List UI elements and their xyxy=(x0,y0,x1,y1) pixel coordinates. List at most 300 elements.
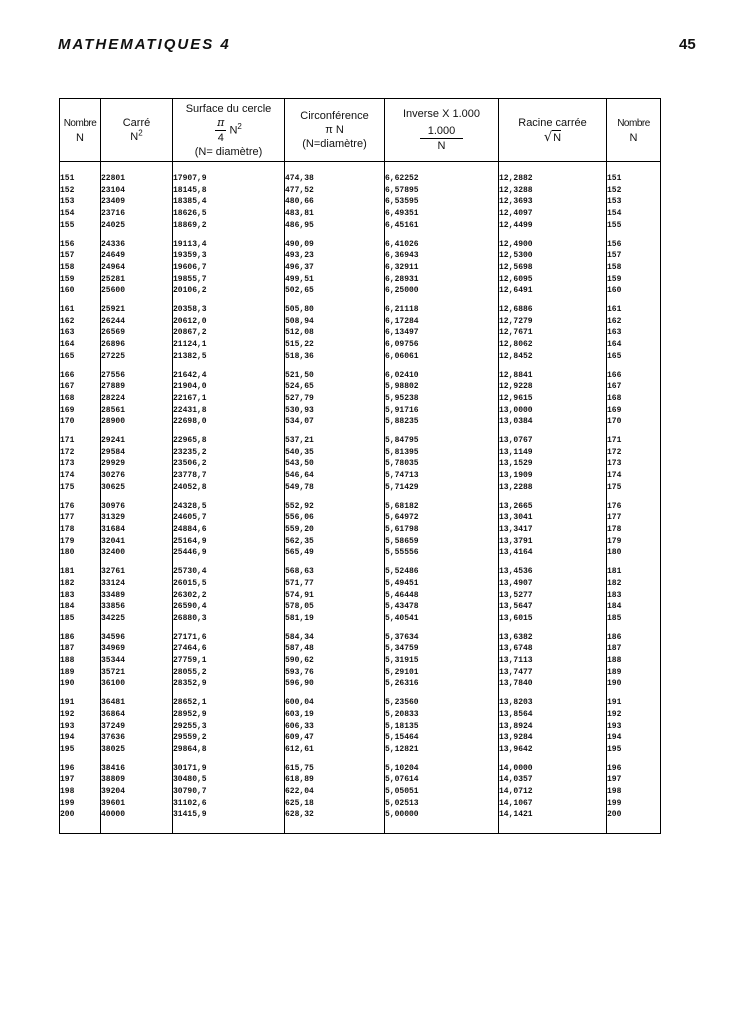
table-row xyxy=(60,643,661,655)
racine-cell: 13,6382 xyxy=(499,632,607,644)
nombre-right-cell: 199 xyxy=(607,798,661,810)
page-title: MATHEMATIQUES 4 xyxy=(58,36,231,53)
header-inverse-label: Inverse X 1.000 xyxy=(402,108,481,120)
spacer-cell xyxy=(285,821,385,834)
nombre-cell: 200 xyxy=(60,809,101,821)
nombre-right-cell: 197 xyxy=(607,774,661,786)
header-surface-note: (N= diamètre) xyxy=(194,145,263,158)
carre-cell: 25600 xyxy=(101,285,173,297)
inverse-cell: 5,49451 xyxy=(385,578,499,590)
racine-cell: 13,7113 xyxy=(499,655,607,667)
circonference-cell: 521,50 xyxy=(285,370,385,382)
header-nombre-label: Nombre xyxy=(63,117,97,129)
nombre-cell: 192 xyxy=(60,709,101,721)
spacer-cell xyxy=(101,690,173,697)
carre-cell: 31684 xyxy=(101,524,173,536)
racine-cell: 13,5647 xyxy=(499,601,607,613)
surface-cell: 19606,7 xyxy=(173,262,285,274)
nombre-cell: 156 xyxy=(60,239,101,251)
inverse-cell: 5,98802 xyxy=(385,381,499,393)
circonference-cell: 584,34 xyxy=(285,632,385,644)
table-row xyxy=(60,405,661,417)
inverse-cell: 5,58659 xyxy=(385,536,499,548)
header-circonference-formula: π N xyxy=(325,124,344,136)
racine-cell: 12,8062 xyxy=(499,339,607,351)
nombre-right-cell: 182 xyxy=(607,578,661,590)
inverse-cell: 6,49351 xyxy=(385,208,499,220)
nombre-right-cell: 157 xyxy=(607,250,661,262)
circonference-cell: 512,08 xyxy=(285,327,385,339)
racine-cell: 13,8564 xyxy=(499,709,607,721)
surface-cell: 20358,3 xyxy=(173,304,285,316)
nombre-right-cell: 163 xyxy=(607,327,661,339)
carre-cell: 25921 xyxy=(101,304,173,316)
nombre-cell: 172 xyxy=(60,447,101,459)
header-surface-fraction xyxy=(215,116,226,145)
spacer-cell xyxy=(60,690,101,697)
inverse-cell: 5,12821 xyxy=(385,744,499,756)
spacer-cell xyxy=(101,821,173,834)
nombre-cell: 152 xyxy=(60,185,101,197)
inverse-cell: 5,55556 xyxy=(385,547,499,559)
spacer-cell xyxy=(101,162,173,174)
circonference-cell: 477,52 xyxy=(285,185,385,197)
racine-cell: 12,4900 xyxy=(499,239,607,251)
spacer-cell xyxy=(285,690,385,697)
nombre-cell: 170 xyxy=(60,416,101,428)
circonference-cell: 515,22 xyxy=(285,339,385,351)
spacer-cell xyxy=(173,363,285,370)
carre-cell: 26569 xyxy=(101,327,173,339)
table-row xyxy=(60,482,661,494)
circonference-cell: 625,18 xyxy=(285,798,385,810)
table-row xyxy=(60,185,661,197)
circonference-cell: 534,07 xyxy=(285,416,385,428)
table-row xyxy=(60,339,661,351)
nombre-cell: 177 xyxy=(60,512,101,524)
carre-cell: 32041 xyxy=(101,536,173,548)
surface-cell: 24884,6 xyxy=(173,524,285,536)
table-row xyxy=(60,501,661,513)
table-row xyxy=(60,220,661,232)
surface-cell: 20867,2 xyxy=(173,327,285,339)
inverse-cell: 6,53595 xyxy=(385,196,499,208)
circonference-cell: 496,37 xyxy=(285,262,385,274)
spacer-cell xyxy=(607,494,661,501)
racine-cell: 13,0767 xyxy=(499,435,607,447)
nombre-cell: 175 xyxy=(60,482,101,494)
racine-cell: 13,3417 xyxy=(499,524,607,536)
carre-cell: 30276 xyxy=(101,470,173,482)
nombre-cell: 151 xyxy=(60,173,101,185)
spacer-cell xyxy=(285,428,385,435)
circonference-cell: 499,51 xyxy=(285,274,385,286)
nombre-cell: 186 xyxy=(60,632,101,644)
surface-cell: 18145,8 xyxy=(173,185,285,197)
carre-cell: 30976 xyxy=(101,501,173,513)
spacer-cell xyxy=(285,494,385,501)
header-surface xyxy=(173,99,285,162)
inverse-cell: 5,31915 xyxy=(385,655,499,667)
carre-cell: 33856 xyxy=(101,601,173,613)
racine-cell: 12,6491 xyxy=(499,285,607,297)
inverse-cell: 5,23560 xyxy=(385,697,499,709)
carre-cell: 34225 xyxy=(101,613,173,625)
spacer-cell xyxy=(607,428,661,435)
racine-cell: 12,2882 xyxy=(499,173,607,185)
racine-cell: 13,1529 xyxy=(499,458,607,470)
spacer-cell xyxy=(499,363,607,370)
header-inverse-frac-top: 1.000 xyxy=(420,124,464,139)
surface-cell: 27759,1 xyxy=(173,655,285,667)
header-surface-label: Surface du cercle xyxy=(185,102,272,115)
circonference-cell: 578,05 xyxy=(285,601,385,613)
header-inverse-frac-bottom: N xyxy=(437,140,446,152)
spacer-cell xyxy=(607,363,661,370)
nombre-right-cell: 167 xyxy=(607,381,661,393)
racine-cell: 12,9228 xyxy=(499,381,607,393)
surface-cell: 20612,0 xyxy=(173,316,285,328)
table-row xyxy=(60,416,661,428)
racine-cell: 12,6886 xyxy=(499,304,607,316)
nombre-cell: 188 xyxy=(60,655,101,667)
table-row xyxy=(60,370,661,382)
carre-cell: 22801 xyxy=(101,173,173,185)
surface-cell: 24328,5 xyxy=(173,501,285,513)
nombre-cell: 179 xyxy=(60,536,101,548)
spacer-cell xyxy=(60,162,101,174)
spacer-cell xyxy=(385,162,499,174)
nombre-right-cell: 193 xyxy=(607,721,661,733)
spacer-cell xyxy=(60,232,101,239)
spacer-cell xyxy=(285,756,385,763)
spacer-cell xyxy=(173,559,285,566)
surface-cell: 28352,9 xyxy=(173,678,285,690)
inverse-cell: 5,64972 xyxy=(385,512,499,524)
racine-cell: 14,0357 xyxy=(499,774,607,786)
nombre-cell: 190 xyxy=(60,678,101,690)
table-row xyxy=(60,566,661,578)
group-spacer-row xyxy=(60,363,661,370)
spacer-cell xyxy=(60,363,101,370)
spacer-cell xyxy=(101,756,173,763)
table-row xyxy=(60,578,661,590)
spacer-cell xyxy=(173,821,285,834)
nombre-cell: 162 xyxy=(60,316,101,328)
table-row xyxy=(60,601,661,613)
inverse-cell: 6,45161 xyxy=(385,220,499,232)
carre-cell: 24336 xyxy=(101,239,173,251)
surface-cell: 28055,2 xyxy=(173,667,285,679)
header-racine-radicand: N xyxy=(553,131,562,144)
table-row xyxy=(60,458,661,470)
carre-cell: 38416 xyxy=(101,763,173,775)
circonference-cell: 618,89 xyxy=(285,774,385,786)
nombre-cell: 164 xyxy=(60,339,101,351)
group-spacer-row xyxy=(60,559,661,566)
group-spacer-row xyxy=(60,625,661,632)
circonference-cell: 574,91 xyxy=(285,590,385,602)
carre-cell: 27556 xyxy=(101,370,173,382)
surface-cell: 21642,4 xyxy=(173,370,285,382)
nombre-right-cell: 188 xyxy=(607,655,661,667)
table-row xyxy=(60,667,661,679)
inverse-cell: 5,26316 xyxy=(385,678,499,690)
nombre-cell: 160 xyxy=(60,285,101,297)
nombre-cell: 155 xyxy=(60,220,101,232)
nombre-right-cell: 181 xyxy=(607,566,661,578)
table-row xyxy=(60,632,661,644)
inverse-cell: 5,81395 xyxy=(385,447,499,459)
surface-cell: 22965,8 xyxy=(173,435,285,447)
circonference-cell: 537,21 xyxy=(285,435,385,447)
nombre-right-cell: 159 xyxy=(607,274,661,286)
group-spacer-row xyxy=(60,428,661,435)
surface-cell: 26590,4 xyxy=(173,601,285,613)
racine-cell: 13,8203 xyxy=(499,697,607,709)
racine-cell: 12,7671 xyxy=(499,327,607,339)
nombre-cell: 168 xyxy=(60,393,101,405)
nombre-cell: 194 xyxy=(60,732,101,744)
circonference-cell: 480,66 xyxy=(285,196,385,208)
spacer-cell xyxy=(385,821,499,834)
racine-cell: 13,2665 xyxy=(499,501,607,513)
table-row xyxy=(60,744,661,756)
table-row xyxy=(60,655,661,667)
carre-cell: 34969 xyxy=(101,643,173,655)
spacer-cell xyxy=(60,428,101,435)
header-nombre-right xyxy=(607,99,661,162)
surface-cell: 25730,4 xyxy=(173,566,285,578)
nombre-right-cell: 151 xyxy=(607,173,661,185)
spacer-cell xyxy=(60,559,101,566)
circonference-cell: 628,32 xyxy=(285,809,385,821)
carre-cell: 34596 xyxy=(101,632,173,644)
table-row xyxy=(60,697,661,709)
spacer-cell xyxy=(60,297,101,304)
nombre-right-cell: 192 xyxy=(607,709,661,721)
table-row xyxy=(60,512,661,524)
circonference-cell: 600,04 xyxy=(285,697,385,709)
table-row xyxy=(60,613,661,625)
racine-cell: 13,2288 xyxy=(499,482,607,494)
nombre-right-cell: 200 xyxy=(607,809,661,821)
sqrt-icon: √ xyxy=(543,129,553,145)
table-row xyxy=(60,798,661,810)
table-row xyxy=(60,239,661,251)
surface-cell: 21382,5 xyxy=(173,351,285,363)
inverse-cell: 6,13497 xyxy=(385,327,499,339)
nombre-cell: 174 xyxy=(60,470,101,482)
nombre-right-cell: 190 xyxy=(607,678,661,690)
racine-cell: 14,1421 xyxy=(499,809,607,821)
nombre-right-cell: 180 xyxy=(607,547,661,559)
table-row xyxy=(60,547,661,559)
page-number: 45 xyxy=(679,36,696,53)
surface-cell: 27464,6 xyxy=(173,643,285,655)
spacer-cell xyxy=(101,559,173,566)
nombre-right-cell: 161 xyxy=(607,304,661,316)
nombre-right-cell: 168 xyxy=(607,393,661,405)
table-row xyxy=(60,524,661,536)
nombre-right-cell: 160 xyxy=(607,285,661,297)
surface-cell: 24605,7 xyxy=(173,512,285,524)
inverse-cell: 6,62252 xyxy=(385,173,499,185)
nombre-cell: 181 xyxy=(60,566,101,578)
surface-cell: 31415,9 xyxy=(173,809,285,821)
racine-cell: 12,4097 xyxy=(499,208,607,220)
surface-cell: 19359,3 xyxy=(173,250,285,262)
nombre-right-cell: 191 xyxy=(607,697,661,709)
nombre-cell: 182 xyxy=(60,578,101,590)
header-nombre-right-label: Nombre xyxy=(617,117,650,129)
racine-cell: 12,8841 xyxy=(499,370,607,382)
header-surface-symbol: N xyxy=(229,123,238,136)
inverse-cell: 5,91716 xyxy=(385,405,499,417)
carre-cell: 29929 xyxy=(101,458,173,470)
spacer-cell xyxy=(285,297,385,304)
circonference-cell: 559,20 xyxy=(285,524,385,536)
spacer-cell xyxy=(60,756,101,763)
racine-cell: 14,0000 xyxy=(499,763,607,775)
surface-cell: 28652,1 xyxy=(173,697,285,709)
inverse-cell: 6,25000 xyxy=(385,285,499,297)
header-surface-frac-top: π xyxy=(217,115,225,129)
inverse-cell: 6,21118 xyxy=(385,304,499,316)
circonference-cell: 474,38 xyxy=(285,173,385,185)
spacer-cell xyxy=(499,625,607,632)
spacer-cell xyxy=(385,232,499,239)
inverse-cell: 6,09756 xyxy=(385,339,499,351)
circonference-cell: 543,50 xyxy=(285,458,385,470)
table-row xyxy=(60,590,661,602)
spacer-cell xyxy=(385,625,499,632)
circonference-cell: 562,35 xyxy=(285,536,385,548)
nombre-right-cell: 198 xyxy=(607,786,661,798)
racine-cell: 14,1067 xyxy=(499,798,607,810)
inverse-cell: 5,40541 xyxy=(385,613,499,625)
racine-cell: 13,0384 xyxy=(499,416,607,428)
circonference-cell: 581,19 xyxy=(285,613,385,625)
inverse-cell: 5,15464 xyxy=(385,732,499,744)
nombre-cell: 197 xyxy=(60,774,101,786)
circonference-cell: 490,09 xyxy=(285,239,385,251)
circonference-cell: 612,61 xyxy=(285,744,385,756)
table-row xyxy=(60,470,661,482)
surface-cell: 22167,1 xyxy=(173,393,285,405)
table-row xyxy=(60,250,661,262)
surface-cell: 30790,7 xyxy=(173,786,285,798)
racine-cell: 13,4164 xyxy=(499,547,607,559)
spacer-cell xyxy=(385,756,499,763)
carre-cell: 25281 xyxy=(101,274,173,286)
spacer-cell xyxy=(499,756,607,763)
header-surface-exponent: 2 xyxy=(237,121,242,131)
table-row xyxy=(60,381,661,393)
spacer-cell xyxy=(607,162,661,174)
circonference-cell: 508,94 xyxy=(285,316,385,328)
inverse-cell: 5,74713 xyxy=(385,470,499,482)
spacer-cell xyxy=(173,690,285,697)
racine-cell: 12,4499 xyxy=(499,220,607,232)
racine-cell: 13,7477 xyxy=(499,667,607,679)
inverse-cell: 6,02410 xyxy=(385,370,499,382)
spacer-cell xyxy=(607,625,661,632)
table-row xyxy=(60,709,661,721)
header-circonference xyxy=(285,99,385,162)
table-end-row xyxy=(60,821,661,834)
carre-cell: 23409 xyxy=(101,196,173,208)
nombre-cell: 193 xyxy=(60,721,101,733)
table-row xyxy=(60,316,661,328)
nombre-cell: 198 xyxy=(60,786,101,798)
racine-cell: 13,5277 xyxy=(499,590,607,602)
inverse-cell: 5,71429 xyxy=(385,482,499,494)
nombre-cell: 195 xyxy=(60,744,101,756)
surface-cell: 28952,9 xyxy=(173,709,285,721)
spacer-cell xyxy=(173,162,285,174)
spacer-cell xyxy=(499,232,607,239)
surface-cell: 20106,2 xyxy=(173,285,285,297)
spacer-cell xyxy=(499,428,607,435)
nombre-right-cell: 165 xyxy=(607,351,661,363)
carre-cell: 33124 xyxy=(101,578,173,590)
table-row xyxy=(60,786,661,798)
header-carre-symbol: N xyxy=(130,131,139,143)
nombre-right-cell: 194 xyxy=(607,732,661,744)
spacer-cell xyxy=(60,625,101,632)
circonference-cell: 568,63 xyxy=(285,566,385,578)
spacer-cell xyxy=(173,756,285,763)
table-row xyxy=(60,435,661,447)
racine-cell: 12,3693 xyxy=(499,196,607,208)
spacer-cell xyxy=(385,363,499,370)
racine-cell: 12,5698 xyxy=(499,262,607,274)
header-circonference-label: Circonférence xyxy=(300,110,369,122)
nombre-cell: 184 xyxy=(60,601,101,613)
racine-cell: 13,3041 xyxy=(499,512,607,524)
nombre-right-cell: 166 xyxy=(607,370,661,382)
carre-cell: 24025 xyxy=(101,220,173,232)
header-carre xyxy=(101,99,173,162)
circonference-cell: 505,80 xyxy=(285,304,385,316)
spacer-cell xyxy=(385,428,499,435)
spacer-cell xyxy=(60,821,101,834)
nombre-right-cell: 184 xyxy=(607,601,661,613)
table-header-row xyxy=(60,99,661,162)
nombre-cell: 166 xyxy=(60,370,101,382)
table-row xyxy=(60,536,661,548)
racine-cell: 13,0000 xyxy=(499,405,607,417)
spacer-cell xyxy=(285,559,385,566)
racine-cell: 12,7279 xyxy=(499,316,607,328)
carre-cell: 26896 xyxy=(101,339,173,351)
carre-cell: 40000 xyxy=(101,809,173,821)
inverse-cell: 5,18135 xyxy=(385,721,499,733)
nombre-cell: 178 xyxy=(60,524,101,536)
nombre-right-cell: 156 xyxy=(607,239,661,251)
nombre-cell: 165 xyxy=(60,351,101,363)
racine-cell: 12,5300 xyxy=(499,250,607,262)
surface-cell: 31102,6 xyxy=(173,798,285,810)
nombre-right-cell: 176 xyxy=(607,501,661,513)
inverse-cell: 5,05051 xyxy=(385,786,499,798)
surface-cell: 23235,2 xyxy=(173,447,285,459)
table-row xyxy=(60,809,661,821)
nombre-right-cell: 179 xyxy=(607,536,661,548)
nombre-right-cell: 196 xyxy=(607,763,661,775)
nombre-cell: 196 xyxy=(60,763,101,775)
